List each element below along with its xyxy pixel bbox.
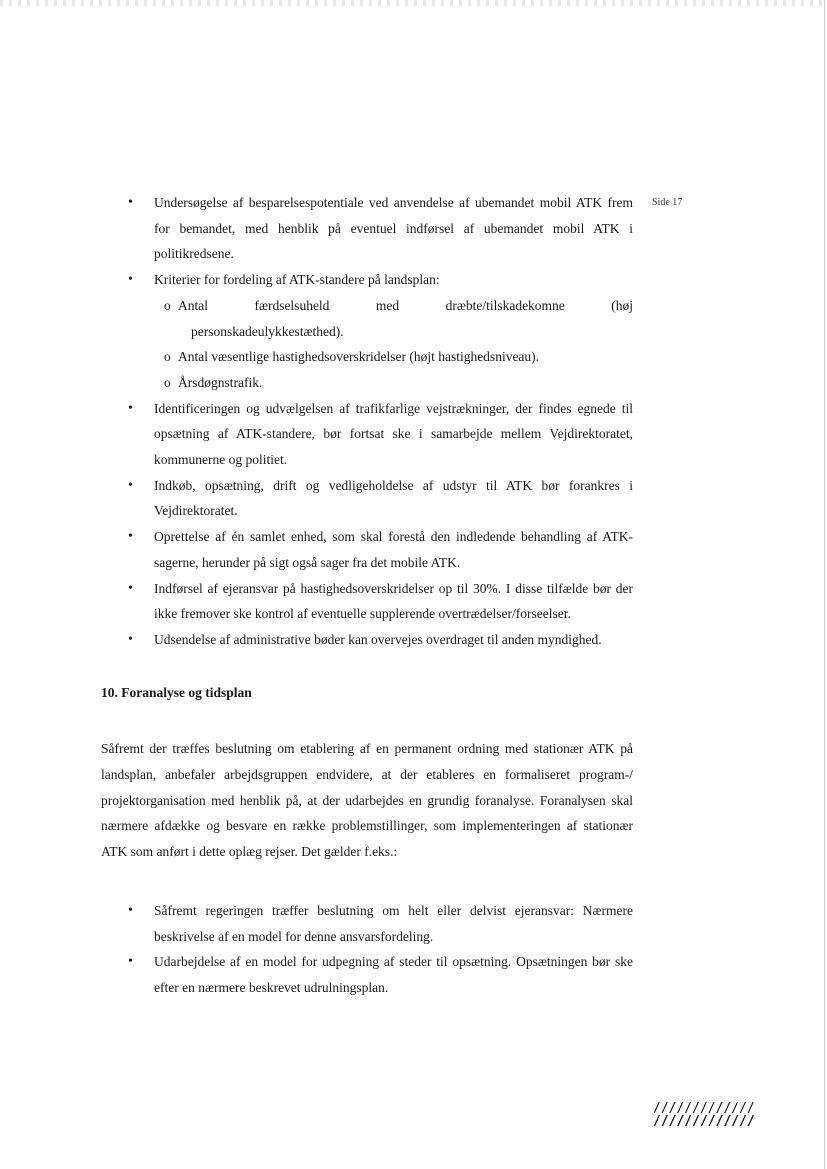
- document-body: [101, 190, 633, 1001]
- analysis-list: [101, 898, 633, 1001]
- list-item: [101, 524, 633, 575]
- list-item: [101, 190, 633, 267]
- barcode-mark: [653, 1102, 781, 1128]
- scan-right-edge: [824, 0, 825, 1169]
- list-item-text: Identificeringen og udvælgelsen af trafikfarlige vejstrækninger, der findes egnede til opsætning af ATK-standere, bør fortsat ske i samarbejde mellem Vejdirektoratet, kommunerne og politiet.: [154, 400, 633, 468]
- list-item-text: Kriterier for fordeling af ATK-standere på landsplan:: [154, 272, 440, 288]
- scan-top-edge: [0, 0, 827, 6]
- page-number-label: Side 17: [652, 197, 683, 208]
- list-item: [101, 576, 633, 627]
- list-item: [101, 949, 633, 1000]
- circle-marker-icon: o: [164, 374, 171, 390]
- section-heading: 10. Foranalyse og tidsplan: [101, 684, 252, 700]
- barcode-row: /////////////: [653, 1101, 755, 1116]
- sublist-item: [140, 293, 633, 344]
- list-item: [101, 473, 633, 524]
- list-item-text: Indkøb, opsætning, drift og vedligeholdelse af udstyr til ATK bør forankres i Vejdirektoratet.: [154, 477, 633, 519]
- list-item: [101, 898, 633, 949]
- sublist-item: [140, 370, 633, 396]
- sublist-item-text: Årsdøgnstrafik.: [178, 374, 263, 390]
- body-paragraph: Såfremt der træffes beslutning om etablering af en permanent ordning med stationær ATK på landsplan, anbefaler arbejdsgruppen endvidere, at der etableres en formaliseret program-/ projektorganisation med henblik på, at der udarbejdes en grundig foranalyse. Foranalysen skal nærmere afdække og besvare en række problemstillinger, som implementeringen af stationær ATK som anført i dette oplæg rejser. Det gælder f.eks.:: [101, 741, 633, 860]
- sublist-item-text: Antal færdselsuheld med dræbte/tilskadekomne (høj: [178, 297, 633, 313]
- list-item-text: Undersøgelse af besparelsespotentiale ved anvendelse af ubemandet mobil ATK frem for bemandet, med henblik på eventuel indførsel af ubemandet mobil ATK i politikredsene.: [154, 195, 633, 262]
- recommendation-list: [101, 190, 633, 653]
- sublist-item-text: Antal væsentlige hastighedsoverskridelser (højt hastighedsniveau).: [178, 349, 540, 365]
- list-item: [101, 627, 633, 653]
- sublist-item: [140, 344, 633, 370]
- sublist-item-text-cont: personskadeulykkestæthed).: [191, 323, 344, 339]
- list-item: [101, 396, 633, 473]
- list-item-text: Udarbejdelse af en model for udpegning af steder til opsætning. Opsætningen bør ske efter en nærmere beskrevet udrulningsplan.: [154, 954, 633, 995]
- list-item-text: Såfremt regeringen træffer beslutning om helt eller delvist ejeransvar: Nærmere beskrivelse af en model for denne ansvarsfordeling.: [154, 902, 633, 944]
- barcode-row: /////////////: [653, 1114, 755, 1129]
- circle-marker-icon: o: [164, 297, 171, 313]
- circle-marker-icon: o: [164, 349, 171, 365]
- list-item: [101, 267, 633, 396]
- list-item-text: Indførsel af ejeransvar på hastighedsoverskridelser op til 30%. I disse tilfælde bør der ikke fremover ske kontrol af eventuelle supplerende overtrædelser/forseelser.: [154, 580, 633, 622]
- criteria-sublist: [154, 293, 633, 396]
- list-item-text: Udsendelse af administrative bøder kan overvejes overdraget til anden myndighed.: [154, 631, 602, 647]
- list-item-text: Oprettelse af én samlet enhed, som skal forestå den indledende behandling af ATK-sagerne, herunder på sigt også sager fra det mobile ATK.: [154, 529, 633, 570]
